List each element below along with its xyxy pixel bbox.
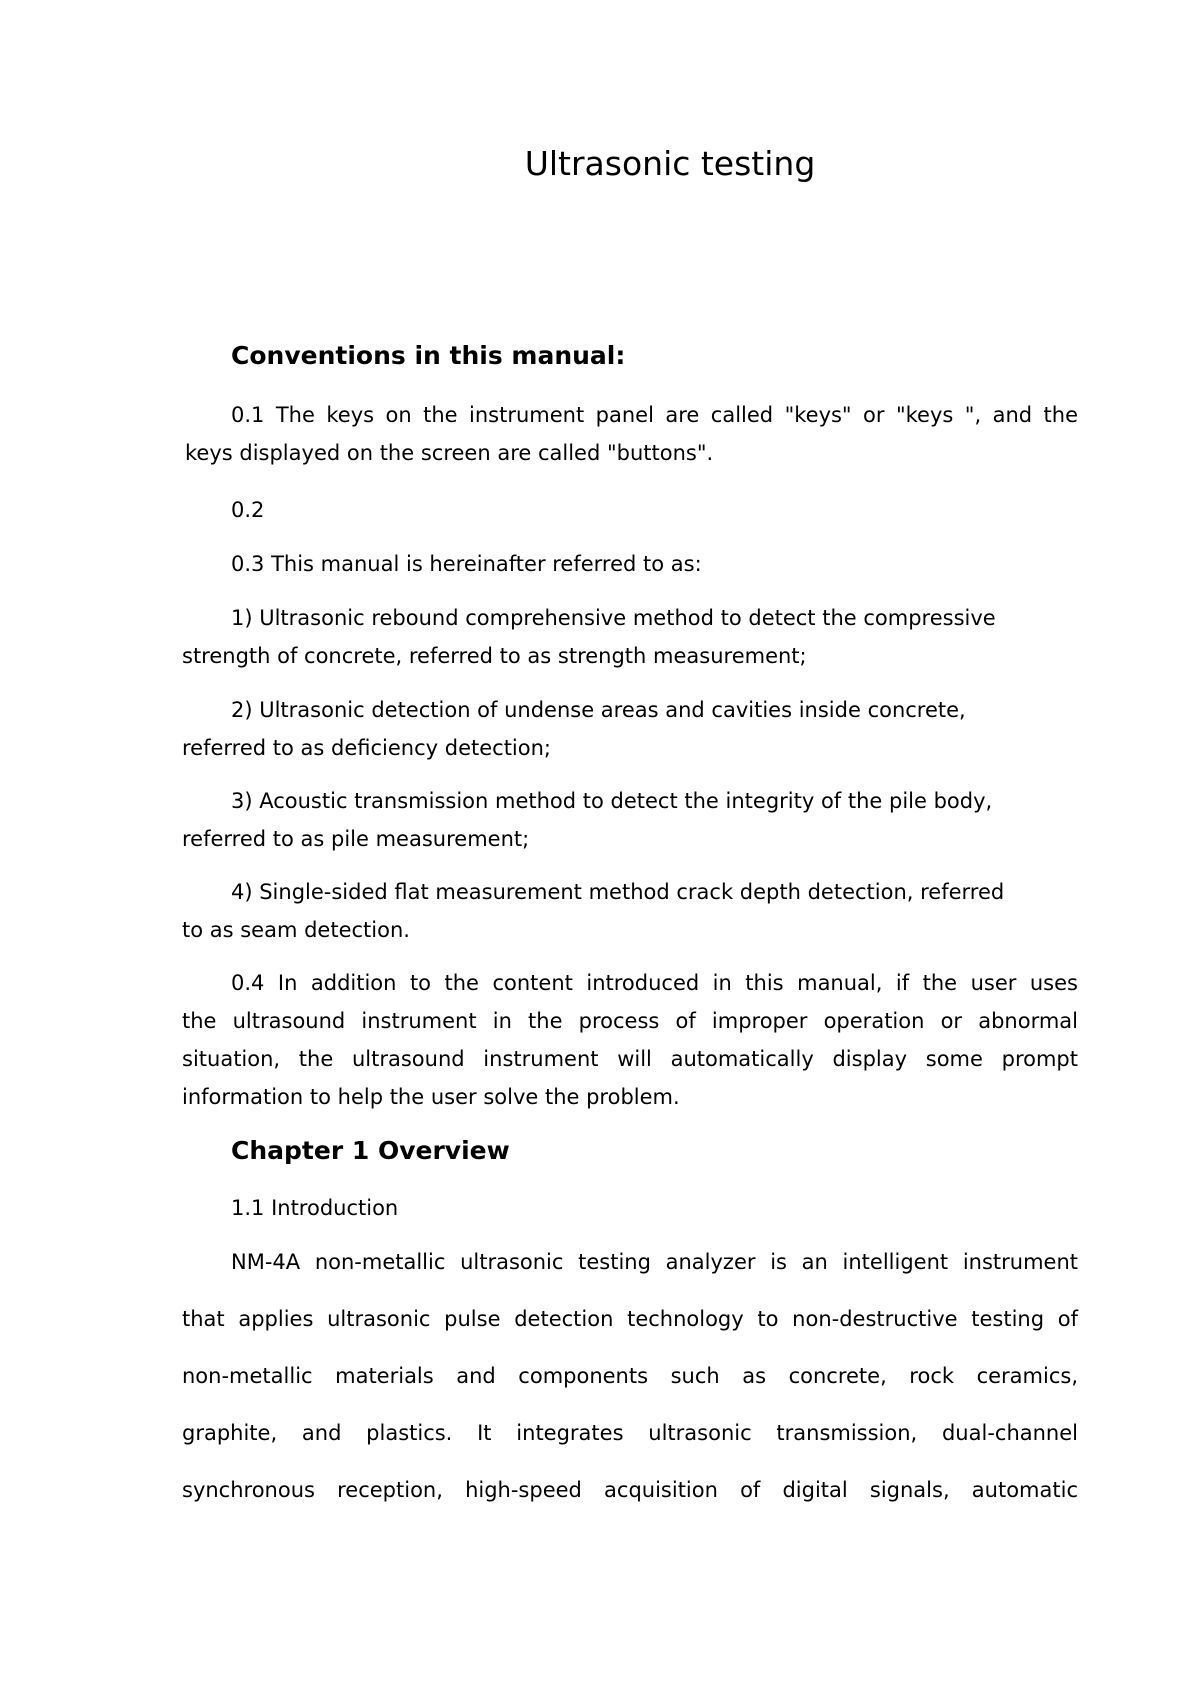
paragraph-0-4-line-3 — [182, 1040, 1078, 1078]
list-item-2-line-1: 2) Ultrasonic detection of undense areas and cavities inside concrete, — [231, 698, 966, 722]
list-item-1-line-2: strength of concrete, referred to as strength measurement; — [182, 644, 807, 668]
intro-text-1: NM-4A non-metallic ultrasonic testing analyzer is an intelligent instrument — [231, 1250, 1078, 1274]
intro-line-2 — [182, 1300, 1078, 1338]
intro-text-3: non-metallic materials and components such as concrete, rock ceramics, — [182, 1364, 1078, 1388]
list-item-4-line-1: 4) Single-sided flat measurement method crack depth detection, referred — [231, 880, 1005, 904]
paragraph-0-2: 0.2 — [231, 498, 265, 522]
list-item-2-line-2: referred to as deficiency detection; — [182, 736, 551, 760]
chapter-1-heading: Chapter 1 Overview — [231, 1136, 510, 1165]
paragraph-0-4-line-1 — [231, 964, 1078, 1002]
section-1-1-heading: 1.1 Introduction — [231, 1196, 399, 1220]
intro-line-4 — [182, 1414, 1078, 1452]
paragraph-0-4-text-3: situation, the ultrasound instrument will automatically display some prompt — [182, 1047, 1078, 1071]
paragraph-0-4-line-4: information to help the user solve the problem. — [182, 1085, 680, 1109]
document-title: Ultrasonic testing — [524, 144, 816, 183]
intro-line-5 — [182, 1471, 1078, 1509]
intro-line-3 — [182, 1357, 1078, 1395]
paragraph-0-1-line-2: keys displayed on the screen are called "buttons". — [185, 441, 714, 465]
paragraph-0-4-line-2 — [182, 1002, 1078, 1040]
paragraph-0-1-text-1: 0.1 The keys on the instrument panel are called "keys" or "keys ", and the — [231, 403, 1078, 427]
intro-text-5: synchronous reception, high-speed acquisition of digital signals, automatic — [182, 1478, 1078, 1502]
paragraph-0-4-text-2: the ultrasound instrument in the process of improper operation or abnormal — [182, 1009, 1078, 1033]
intro-line-1 — [231, 1243, 1078, 1281]
paragraph-0-4-text-1: 0.4 In addition to the content introduced in this manual, if the user uses — [231, 971, 1078, 995]
paragraph-0-1-line-1 — [231, 396, 1078, 434]
intro-text-2: that applies ultrasonic pulse detection technology to non-destructive testing of — [182, 1307, 1078, 1331]
list-item-3-line-1: 3) Acoustic transmission method to detect the integrity of the pile body, — [231, 789, 993, 813]
conventions-heading: Conventions in this manual: — [231, 341, 626, 370]
list-item-4-line-2: to as seam detection. — [182, 918, 410, 942]
list-item-1-line-1: 1) Ultrasonic rebound comprehensive method to detect the compressive — [231, 606, 996, 630]
list-item-3-line-2: referred to as pile measurement; — [182, 827, 530, 851]
paragraph-0-3: 0.3 This manual is hereinafter referred to as: — [231, 552, 702, 576]
intro-text-4: graphite, and plastics. It integrates ultrasonic transmission, dual-channel — [182, 1421, 1078, 1445]
